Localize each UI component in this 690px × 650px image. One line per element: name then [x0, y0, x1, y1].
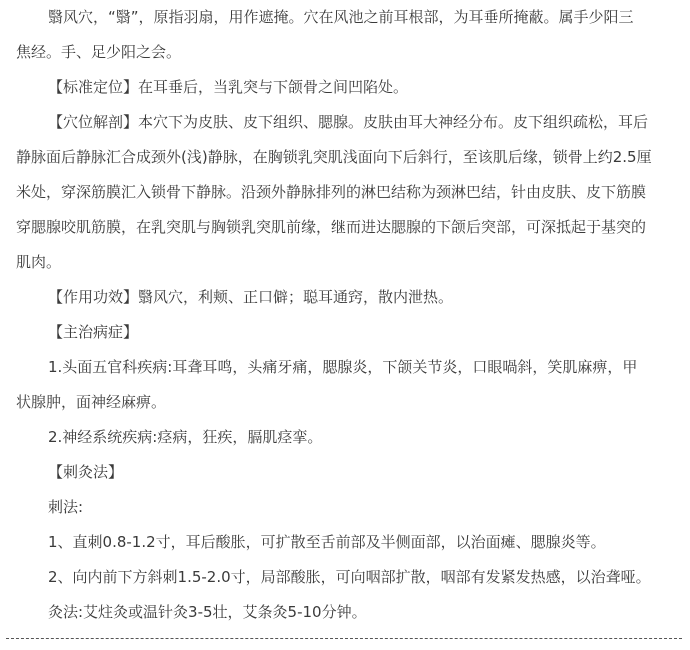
method-heading-text: 【刺灸法】 [48, 463, 124, 481]
needle-label-text: 刺法: [48, 498, 84, 516]
needle-method-1 [0, 525, 690, 560]
location-paragraph [0, 70, 690, 105]
intro-line-2: 焦经。手、足少阳之会。 [16, 43, 182, 61]
intro-line-1: 翳风穴，“翳”，原指羽扇，用作遮掩。穴在风池之前耳根部，为耳垂所掩蔽。属手少阳三 [48, 8, 634, 26]
anatomy-paragraph [0, 105, 690, 280]
method-heading [0, 455, 690, 490]
indications-item-1-line-2: 状腺肿，面神经麻痹。 [16, 393, 167, 411]
indications-item-2-text: 2.神经系统疾病:痉病，狂疾，膈肌痉挛。 [48, 428, 323, 446]
indications-heading-text: 【主治病症】 [48, 323, 139, 341]
anatomy-line-5: 肌肉。 [16, 253, 62, 271]
anatomy-line-3: 米处，穿深筋膜汇入锁骨下静脉。沿颈外静脉排列的淋巴结称为颈淋巴结，针由皮肤、皮下筋膜 [16, 183, 647, 201]
needle-label [0, 490, 690, 525]
dashed-divider [6, 638, 682, 639]
intro-paragraph [0, 0, 690, 70]
indications-item-1 [0, 350, 690, 420]
anatomy-line-4: 穿腮腺咬肌筋膜，在乳突肌与胸锁乳突肌前缘，继而进达腮腺的下颌后突部，可深抵起于基突的 [16, 218, 647, 236]
moxa-method [0, 595, 690, 630]
anatomy-line-1: 【穴位解剖】本穴下为皮肤、皮下组织、腮腺。皮肤由耳大神经分布。皮下组织疏松，耳后 [48, 113, 649, 131]
needle-method-1-text: 1、直刺0.8-1.2寸，耳后酸胀，可扩散至舌前部及半侧面部，以治面瘫、腮腺炎等。 [48, 533, 606, 551]
effects-text: 【作用功效】翳风穴，利颊、正口僻；聪耳通窍，散内泄热。 [48, 288, 454, 306]
location-text: 【标准定位】在耳垂后，当乳突与下颌骨之间凹陷处。 [48, 78, 409, 96]
effects-paragraph [0, 280, 690, 315]
anatomy-line-2: 静脉面后静脉汇合成颈外(浅)静脉，在胸锁乳突肌浅面向下后斜行，至该肌后缘，锁骨上约2.5厘 [16, 148, 652, 166]
needle-method-2-text: 2、向内前下方斜刺1.5-2.0寸，局部酸胀，可向咽部扩散，咽部有发紧发热感，以治聋哑。 [48, 568, 651, 586]
indications-item-1-line-1: 1.头面五官科疾病:耳聋耳鸣，头痛牙痛，腮腺炎，下颌关节炎，口眼喎斜，笑肌麻痹，甲 [48, 358, 638, 376]
needle-method-2 [0, 560, 690, 595]
indications-heading [0, 315, 690, 350]
indications-item-2 [0, 420, 690, 455]
moxa-method-text: 灸法:艾炷灸或温针灸3-5壮，艾条灸5-10分钟。 [48, 603, 367, 621]
